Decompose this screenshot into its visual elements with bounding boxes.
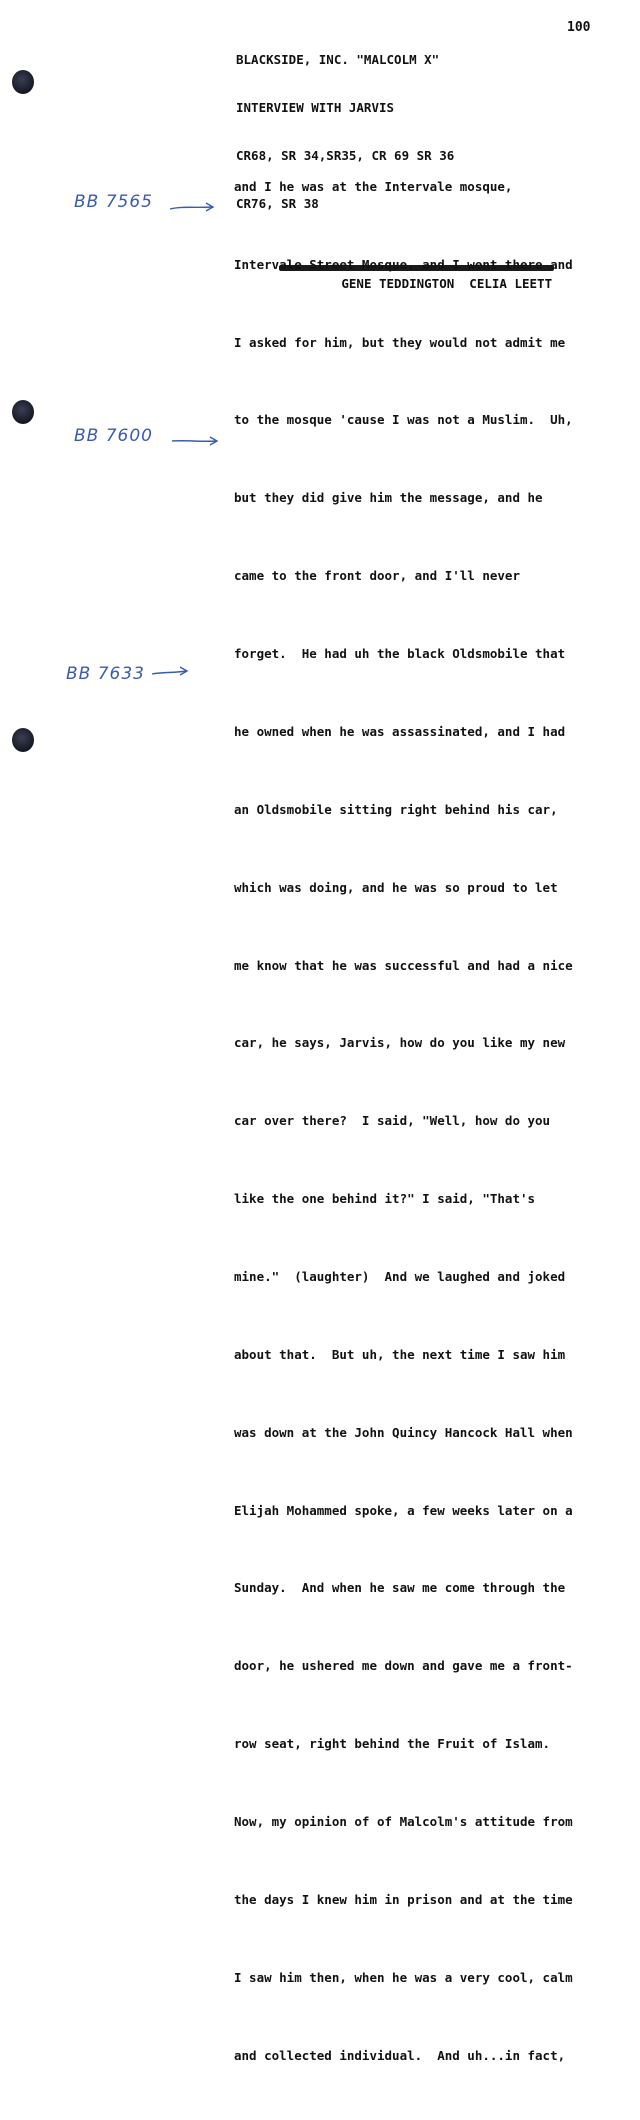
body-line: an Oldsmobile sitting right behind his car, [234,801,558,817]
body-line: he owned when he was assassinated, and I had [234,723,566,739]
header-line: BLACKSIDE, INC. "MALCOLM X" [236,52,440,67]
arrow-right-icon [170,433,222,449]
body-line: Sunday. And when he saw me come through the [234,1580,566,1596]
struck-text: GENE TEDDINGTON CELIA LEETT [341,276,553,291]
margin-annotation-bb7600: BB 7600 [74,426,153,446]
body-line: was down at the John Quincy Hancock Hall when [234,1424,573,1440]
margin-annotation-bb7633: BB 7633 [66,664,145,684]
body-line: to the mosque 'cause I was not a Muslim. Uh, [234,412,573,428]
body-line: I saw him then, when he was a very cool, calm [234,1969,573,1985]
transcript-body [234,122,573,2120]
body-line: forget. He had uh the black Oldsmobile that [234,646,566,662]
body-line: door, he ushered me down and gave me a front- [234,1658,573,1674]
binder-hole-middle [12,400,34,424]
body-line: Elijah Mohammed spoke, a few weeks later on a [234,1502,573,1518]
body-line: about that. But uh, the next time I saw him [234,1346,566,1362]
body-line: car over there? I said, "Well, how do you [234,1113,551,1129]
header-line: INTERVIEW WITH JARVIS [236,100,395,115]
body-line: came to the front door, and I'll never [234,568,520,584]
body-line: me know that he was successful and had a nice [234,957,573,973]
body-line: and collected individual. And uh...in fact, [234,2047,566,2063]
page-number: 100 [567,20,591,35]
arrow-right-icon [150,664,192,680]
body-line: Now, my opinion of of Malcolm's attitude from [234,1813,573,1829]
margin-annotation-bb7565: BB 7565 [74,192,153,212]
body-line: the days I knew him in prison and at the time [234,1891,573,1907]
binder-hole-top [12,70,34,94]
body-line: but they did give him the message, and he [234,490,543,506]
body-line: Intervale Street Mosque, and I went there and [234,256,573,272]
body-line: mine." (laughter) And we laughed and joked [234,1268,566,1284]
body-line: I asked for him, but they would not admit me [234,334,566,350]
header-line: CR76, SR 38 [236,196,319,211]
body-line: and I he was at the Intervale mosque, [234,178,513,194]
arrow-right-icon [168,200,218,216]
body-line: row seat, right behind the Fruit of Islam. [234,1736,551,1752]
header-line: CR68, SR 34,SR35, CR 69 SR 36 [236,148,455,163]
body-line: which was doing, and he was so proud to let [234,879,558,895]
body-line: like the one behind it?" I said, "That's [234,1191,536,1207]
body-line: car, he says, Jarvis, how do you like my new [234,1035,566,1051]
binder-hole-bottom [12,728,34,752]
